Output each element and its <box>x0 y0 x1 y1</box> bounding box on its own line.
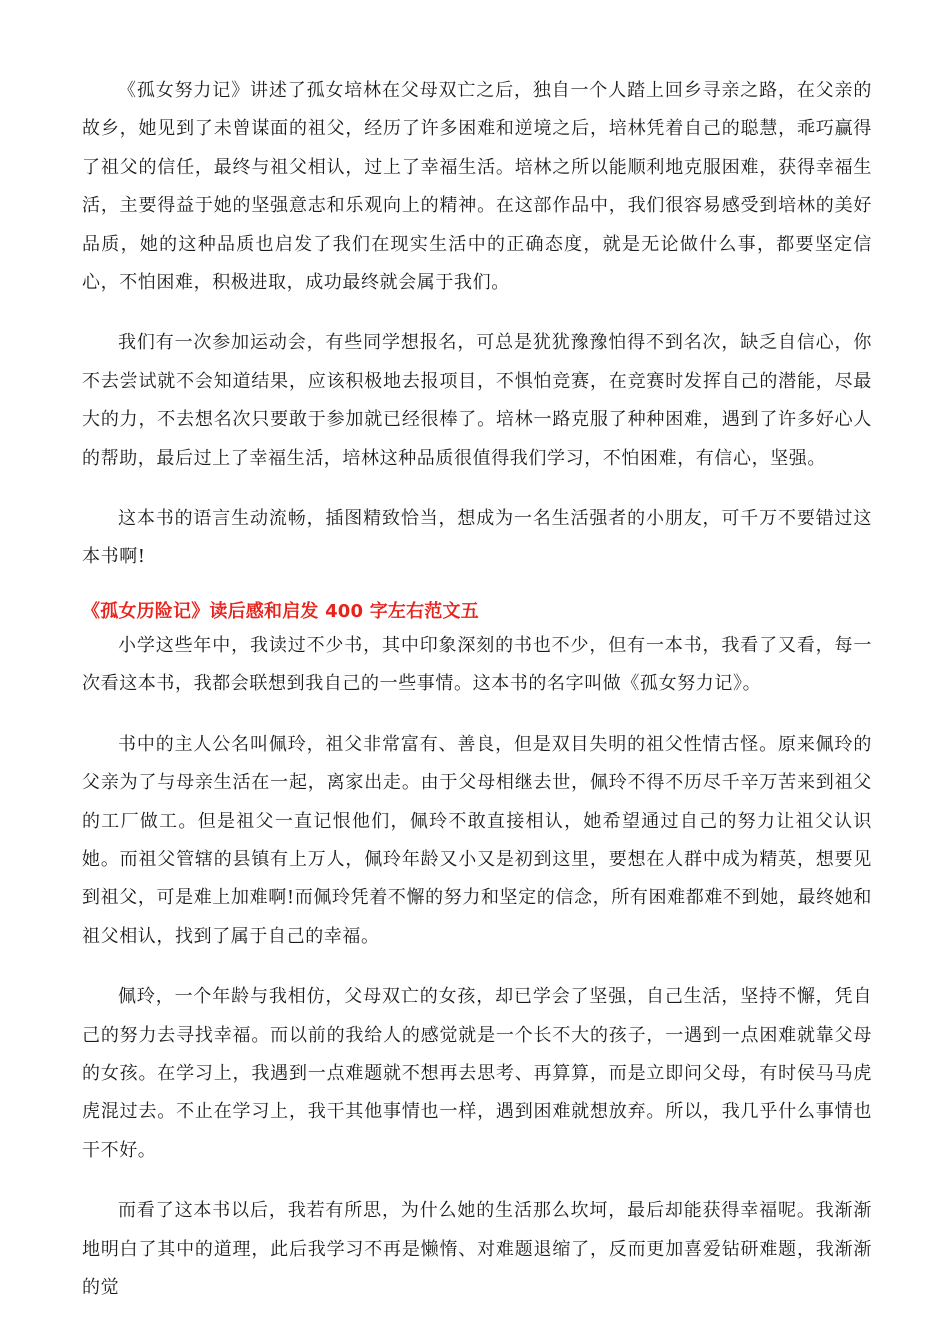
paragraph-summary: 《孤女努力记》讲述了孤女培林在父母双亡之后，独自一个人踏上回乡寻亲之路，在父亲的故乡，她见到了未曾谋面的祖父，经历了许多困难和逆境之后，培林凭着自己的聪慧，乖巧赢得了祖父的信任，最终与祖父相认，过上了幸福生活。培林之所以能顺利地克服困难，获得幸福生活，主要得益于她的坚强意志和乐观向上的精神。在这部作品中，我们很容易感受到培林的美好品质，她的这种品质也启发了我们在现实生活中的正确态度，就是无论做什么事，都要坚定信心，不怕困难，积极进取，成功最终就会属于我们。 <box>82 80 872 294</box>
paragraph-intro: 小学这些年中，我读过不少书，其中印象深刻的书也不少，但有一本书，我看了又看，每一次看这本书，我都会联想到我自己的一些事情。这本书的名字叫做《孤女努力记》。 <box>82 634 872 695</box>
paragraph-recommendation: 这本书的语言生动流畅，插图精致恰当，想成为一名生活强者的小朋友，可千万不要错过这本书啊! <box>82 508 872 568</box>
document-page <box>82 72 872 1307</box>
section-heading: 《孤女历险记》读后感和启发 400 字左右范文五 <box>82 600 479 622</box>
paragraph-reflection: 而看了这本书以后，我若有所思，为什么她的生活那么坎坷，最后却能获得幸福呢。我渐渐地明白了其中的道理，此后我学习不再是懒惰、对难题退缩了，反而更加喜爱钻研难题，我渐渐的觉 <box>82 1200 872 1298</box>
paragraph-story: 书中的主人公名叫佩玲，祖父非常富有、善良，但是双目失明的祖父性情古怪。原来佩玲的父亲为了与母亲生活在一起，离家出走。由于父母相继去世，佩玲不得不历尽千辛万苦来到祖父的工厂做工。但是祖父一直记恨他们，佩玲不敢直接相认，她希望通过自己的努力让祖父认识她。而祖父管辖的县镇有上万人，佩玲年龄又小又是初到这里，要想在人群中成为精英，想要见到祖父，可是难上加难啊!而佩玲凭着不懈的努力和坚定的信念，所有困难都难不到她，最终她和祖父相认，找到了属于自己的幸福。 <box>82 733 872 947</box>
paragraph-comparison: 佩玲，一个年龄与我相仿，父母双亡的女孩，却已学会了坚强，自己生活，坚持不懈，凭自己的努力去寻找幸福。而以前的我给人的感觉就是一个长不大的孩子，一遇到一点困难就靠父母的女孩。在学习上，我遇到一点难题就不想再去思考、再算算，而是立即问父母，有时侯马马虎虎混过去。不止在学习上，我干其他事情也一样，遇到困难就想放弃。所以，我几乎什么事情也干不好。 <box>82 986 872 1161</box>
paragraph-sports-meet: 我们有一次参加运动会，有些同学想报名，可总是犹犹豫豫怕得不到名次，缺乏自信心，你不去尝试就不会知道结果，应该积极地去报项目，不惧怕竞赛，在竞赛时发挥自己的潜能，尽最大的力，不去想名次只要敢于参加就已经很棒了。培林一路克服了种种困难，遇到了许多好心人的帮助，最后过上了幸福生活，培林这种品质很值得我们学习，不怕困难，有信心，坚强。 <box>82 332 872 469</box>
